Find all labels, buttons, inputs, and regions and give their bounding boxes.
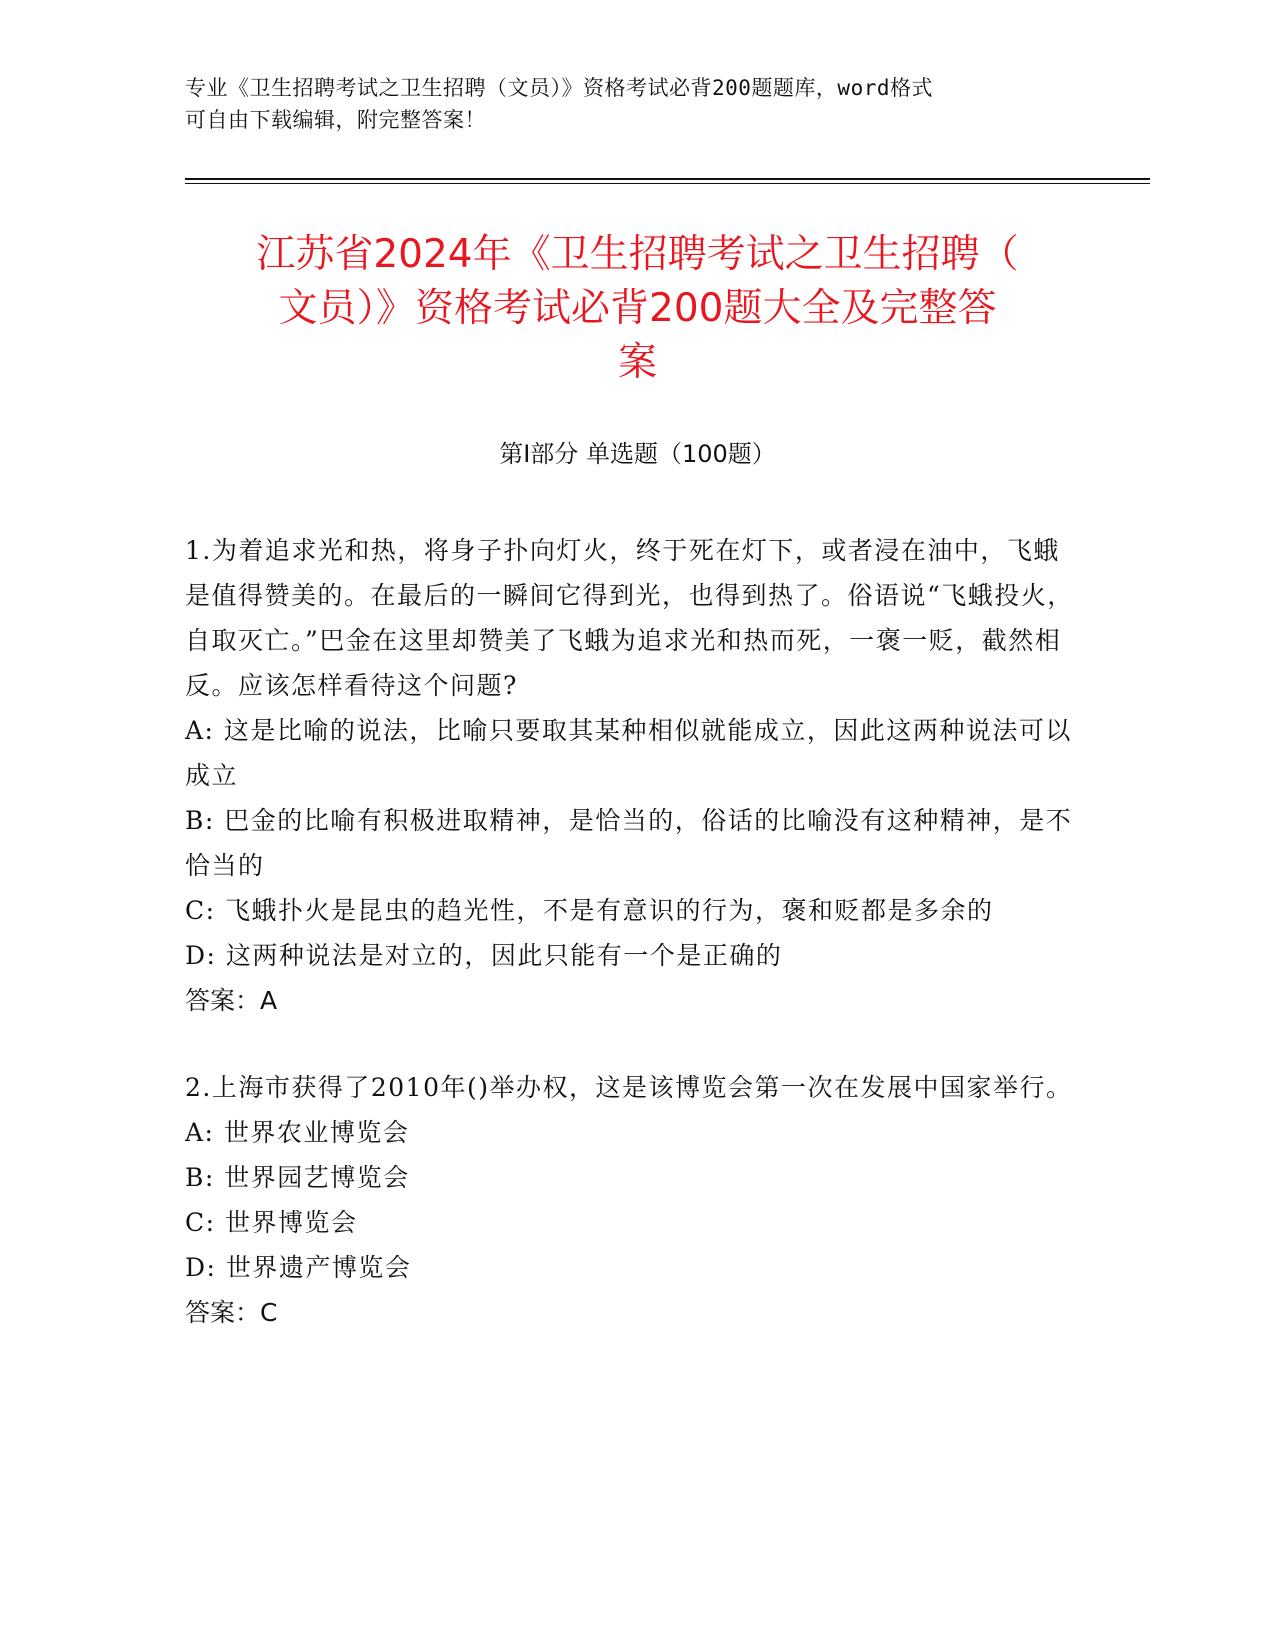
section-heading: 第Ⅰ部分 单选题（100题） (499, 440, 776, 468)
header-note (185, 72, 1065, 136)
option-b: B: 巴金的比喻有积极进取精神，是恰当的，俗话的比喻没有这种精神，是不恰当的 (185, 806, 1073, 880)
option-c: C: 飞蛾扑火是昆虫的趋光性，不是有意识的行为，褒和贬都是多余的 (185, 896, 994, 925)
question-stem: 1.为着追求光和热，将身子扑向灯火，终于死在灯下，或者浸在油中，飞蛾是值得赞美的。在最后的一瞬间它得到光，也得到热了。俗语说“飞蛾投火，自取灭亡。”巴金在这里却赞美了飞蛾为追求光和热而死，一褒一贬，截然相反。应该怎样看待这个问题? (185, 536, 1074, 700)
option-c: C: 世界博览会 (185, 1208, 358, 1237)
question-stem: 2.上海市获得了2010年()举办权，这是该博览会第一次在发展中国家举行。 (185, 1073, 1073, 1102)
document-title (150, 228, 1125, 390)
option-d: D: 世界遗产博览会 (185, 1253, 412, 1282)
header-divider-thin (185, 183, 1150, 184)
option-a: A: 这是比喻的说法，比喻只要取其某种相似就能成立，因此这两种说法可以成立 (185, 716, 1072, 790)
option-b: B: 世界园艺博览会 (185, 1163, 410, 1192)
header-note-line2: 可自由下载编辑，附完整答案！ (185, 108, 486, 132)
title-line1: 江苏省2024年《卫生招聘考试之卫生招聘（ (256, 232, 1019, 277)
title-line2: 文员）》资格考试必背200题大全及完整答 (278, 286, 997, 331)
option-a: A: 世界农业博览会 (185, 1118, 410, 1147)
question-2 (185, 1065, 1075, 1335)
title-line3: 案 (617, 340, 657, 385)
answer: 答案：A (185, 986, 278, 1015)
option-d: D: 这两种说法是对立的，因此只能有一个是正确的 (185, 941, 783, 970)
header-note-line1: 专业《卫生招聘考试之卫生招聘（文员）》资格考试必背200题题库，word格式 (185, 76, 933, 100)
question-1 (185, 528, 1075, 1023)
header-divider-thick (185, 178, 1150, 180)
answer: 答案：C (185, 1298, 278, 1327)
question-list (185, 528, 1075, 1377)
